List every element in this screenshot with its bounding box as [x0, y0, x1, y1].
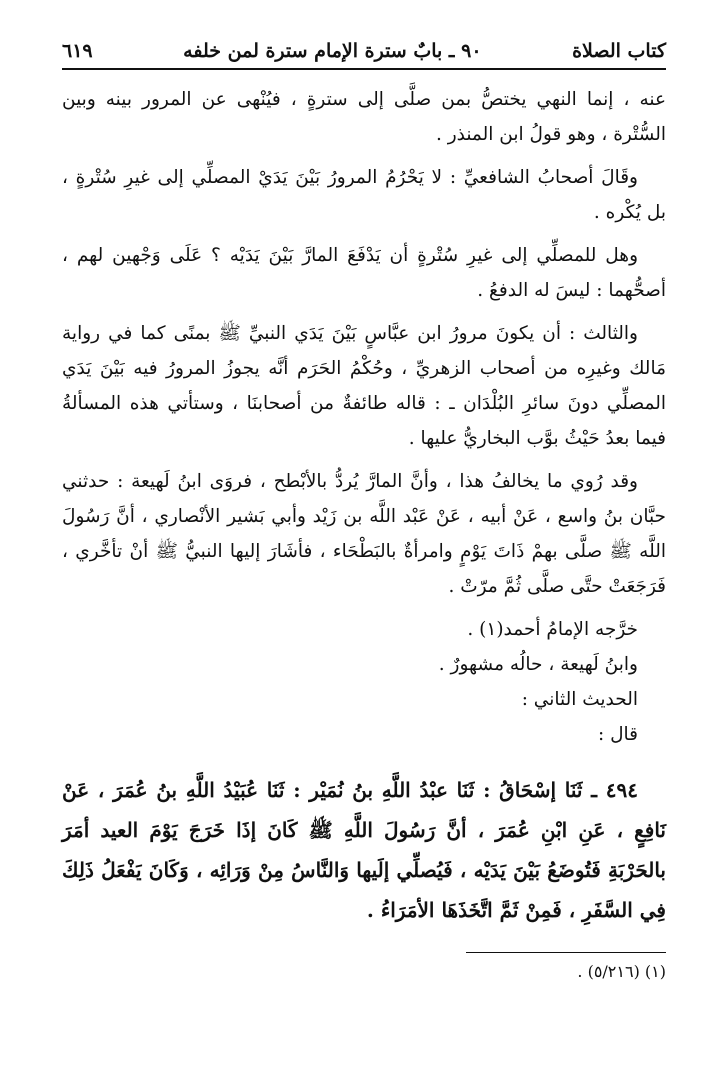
paragraph: عنه ، إنما النهي يختصُّ بمن صلَّى إلى سترةٍ ، فيُنْهى عن المرور بينه وبين السُّتْرة ، وهو قولُ ابن المنذر .: [62, 89, 666, 145]
subheading: الحديث الثاني :: [521, 689, 638, 710]
paragraph: وابنُ لَهيعة ، حالُه مشهورٌ .: [438, 654, 638, 675]
footnote: (١) (٥/٢١٦) .: [577, 962, 666, 981]
running-header: [62, 40, 666, 70]
paragraph: خرَّجه الإمامُ أحمد(١) .: [467, 619, 638, 640]
paragraph: وقد رُوي ما يخالفُ هذا ، وأنَّ المارَّ يُردُّ بالأبْطح ، فروَى ابنُ لَهيعة : حدثني حبَّان بنُ واسع ، عَنْ أبيه ، عَنْ عَبْد اللَّه بن زَيْد وأبي بَشير الأنْصاري ، أنَّ رَسُولَ اللَّه ﷺ صلَّى بهمْ ذَاتَ يَوْمٍ وامرأةٌ بالبَطْحَاء ، فأشَارَ إليها النبيُّ ﷺ أنْ تأخَّري ، فَرَجَعَتْ حتَّى صلَّى ثُمَّ مرّتْ .: [62, 471, 666, 597]
paragraph: والثالث : أن يكونَ مرورُ ابن عبَّاسٍ بَيْنَ يَدَي النبيِّ ﷺ بمنًى كما في رواية مَالك وغيرِه من أصحاب الزهريِّ ، وحُكْمُ الحَرَم أنَّه يجوزُ المرورُ فيه بَيْنَ يَدَي المصلِّي دونَ سائرِ البُلْدَان ـ : قاله طائفةٌ من أصحابنَا ، وستأتي هذه المسألةُ فيما بعدُ حَيْثُ بوَّب البخاريُّ عليها .: [62, 323, 666, 449]
chapter-title: كتاب الصلاة: [572, 40, 666, 62]
paragraph: وقَالَ أصحابُ الشافعيِّ : لا يَحْرُمُ المرورُ بَيْنَ يَدَيْ المصلِّي إلى غيرِ سُتْرةٍ ، بل يُكْره .: [62, 167, 666, 223]
section-title: ٩٠ ـ بابٌ سترة الإمام سترة لمن خلفه: [183, 40, 482, 62]
paragraph: قال :: [597, 724, 638, 745]
hadith-text: ٤٩٤ ـ ثَنَا إسْحَاقُ : ثَنَا عبْدُ اللَّهِ بنُ نُمَيْر : ثَنَا عُبَيْدُ اللَّهِ بنُ عُمَرَ ، عَنْ نَافِعٍ ، عَنِ ابْنِ عُمَرَ ، أنَّ رَسُولَ اللَّهِ ﷺ كَانَ إذَا خَرَجَ يَوْمَ العيد أمَرَ بالحَرْبَةِ فَتُوضَعُ بَيْنَ يَدَيْه ، فَيُصلِّي إلَيها وَالنَّاسُ مِنْ وَرَائِه ، وَكَانَ يَفْعَلُ ذَلِكَ فِي السَّفَرِ ، فَمِنْ ثَمَّ اتَّخَذَهَا الأمَرَاءُ .: [62, 778, 666, 922]
page-number: ٦١٩: [62, 40, 93, 62]
page-body: [62, 82, 666, 930]
footnote-separator: [466, 952, 666, 953]
paragraph: وهل للمصلِّي إلى غيرِ سُتْرةٍ أن يَدْفَعَ المارَّ بَيْنَ يَدَيْه ؟ عَلَى وَجْهين لهم ، أصحُّهما : ليسَ له الدفعُ .: [62, 245, 666, 301]
